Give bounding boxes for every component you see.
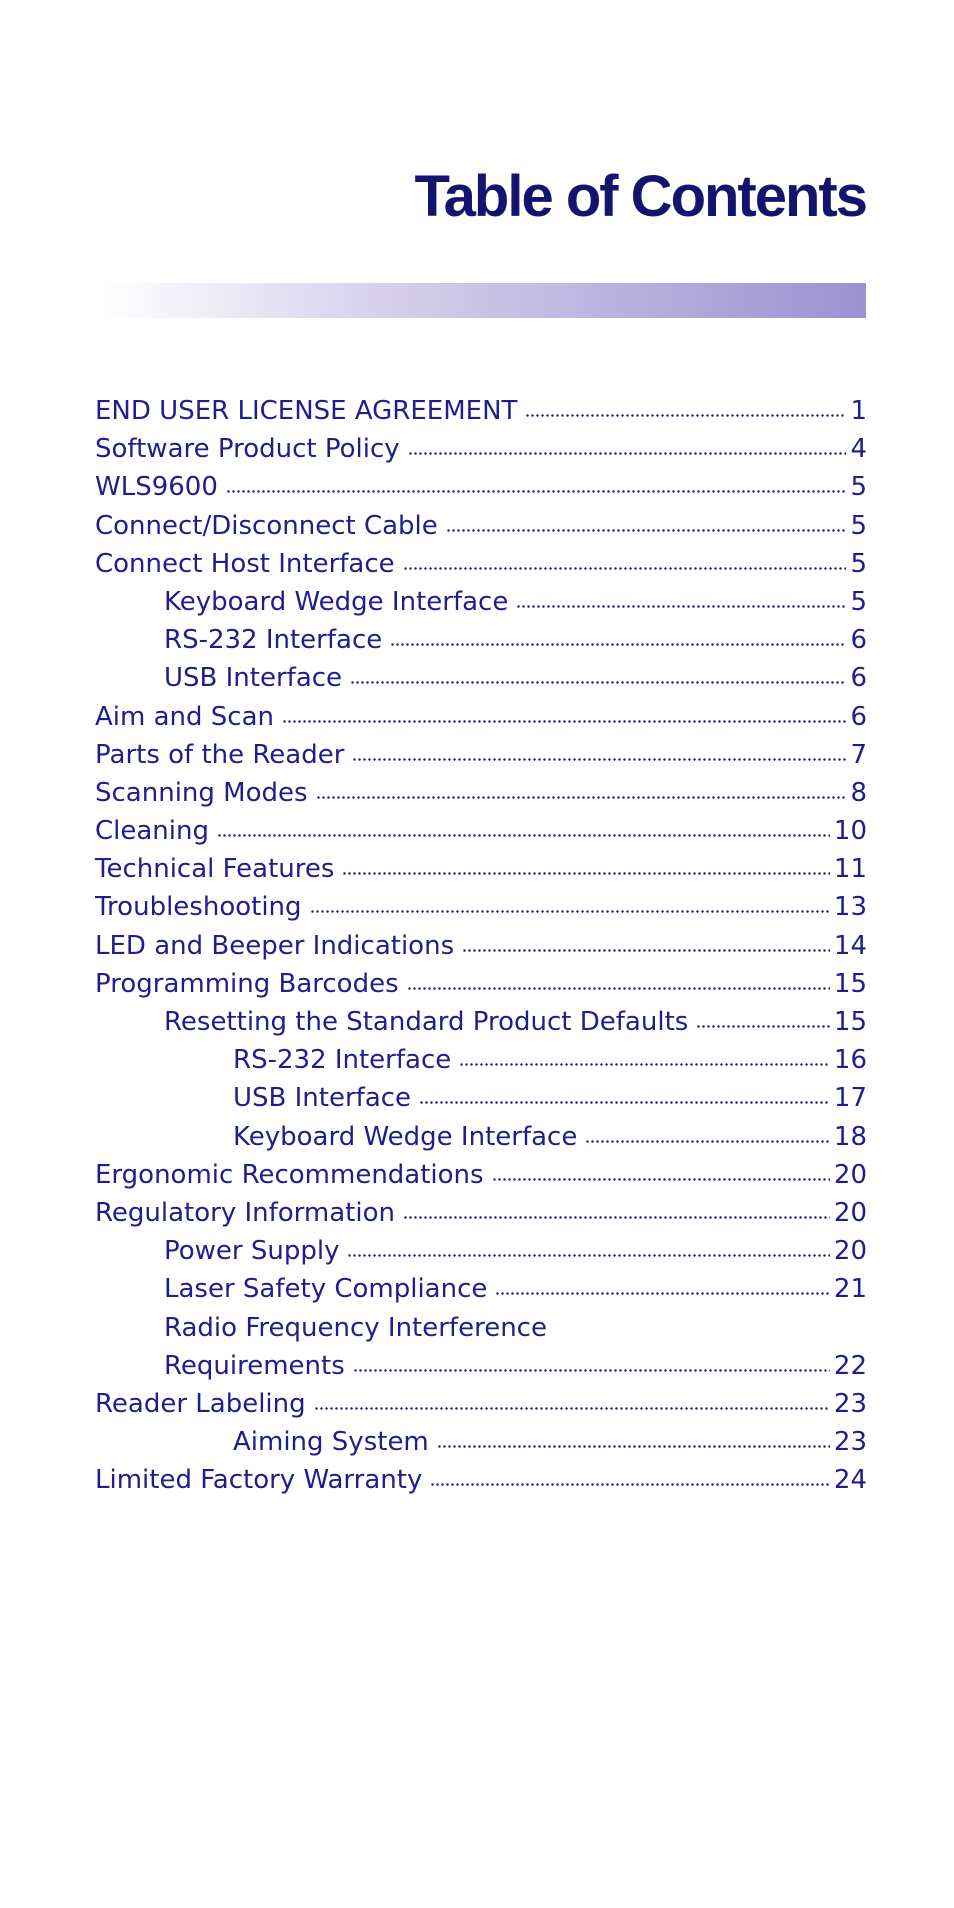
page-title: Table of Contents bbox=[414, 164, 866, 229]
toc-page-number: 24 bbox=[833, 1465, 867, 1496]
toc-page-number: 6 bbox=[850, 701, 867, 732]
toc-entry[interactable] bbox=[95, 695, 867, 733]
toc-leader-dots bbox=[516, 580, 846, 610]
toc-entry-label: WLS9600 bbox=[95, 472, 218, 503]
toc-page-number: 20 bbox=[833, 1236, 867, 1267]
toc-entry[interactable] bbox=[95, 1000, 867, 1038]
toc-page-number: 5 bbox=[850, 510, 867, 541]
toc-entry-label: Reader Labeling bbox=[95, 1388, 306, 1419]
toc-leader-dots bbox=[446, 504, 847, 534]
toc-page-number: 20 bbox=[833, 1159, 867, 1190]
toc-entry-label: Limited Factory Warranty bbox=[95, 1465, 423, 1496]
toc-entry-label: Troubleshooting bbox=[95, 892, 302, 923]
toc-entry[interactable] bbox=[95, 542, 867, 580]
toc-page-number: 22 bbox=[833, 1350, 867, 1381]
toc-leader-dots bbox=[350, 656, 846, 686]
toc-entry[interactable] bbox=[95, 427, 867, 465]
toc-entry[interactable] bbox=[95, 1267, 867, 1305]
toc-leader-dots bbox=[403, 1191, 830, 1221]
toc-entry-label: Technical Features bbox=[95, 854, 335, 885]
toc-entry-label: END USER LICENSE AGREEMENT bbox=[95, 396, 518, 426]
toc-entry[interactable] bbox=[95, 733, 867, 771]
toc-page-number: 14 bbox=[833, 930, 867, 961]
toc-entry[interactable] bbox=[95, 1420, 867, 1458]
toc-entry[interactable] bbox=[95, 1038, 867, 1076]
toc-entry[interactable] bbox=[95, 1153, 867, 1191]
toc-entry-label: Resetting the Standard Product Defaults bbox=[164, 1007, 689, 1037]
toc-entry-label: Keyboard Wedge Interface bbox=[164, 586, 509, 617]
toc-leader-dots bbox=[585, 1115, 830, 1145]
toc-entry[interactable] bbox=[95, 1382, 867, 1420]
toc-leader-dots bbox=[282, 695, 846, 725]
toc-entry-label: Aim and Scan bbox=[95, 701, 274, 732]
toc-entry-label: Cleaning bbox=[95, 816, 209, 847]
toc-entry[interactable] bbox=[95, 1344, 867, 1382]
toc-entry[interactable] bbox=[95, 847, 867, 885]
toc-page-number: 15 bbox=[833, 968, 867, 999]
toc-entry[interactable] bbox=[95, 885, 867, 923]
toc-entry[interactable] bbox=[95, 389, 867, 427]
toc-leader-dots bbox=[407, 962, 830, 992]
toc-entry[interactable] bbox=[95, 1306, 867, 1344]
toc-entry[interactable] bbox=[95, 580, 867, 618]
toc-entry-label: USB Interface bbox=[233, 1083, 412, 1114]
toc-entry[interactable] bbox=[95, 465, 867, 503]
toc-entry[interactable] bbox=[95, 656, 867, 694]
toc-leader-dots bbox=[217, 809, 830, 839]
toc-page-number: 7 bbox=[850, 739, 867, 770]
toc-page-number: 18 bbox=[833, 1121, 867, 1152]
toc-page-number: 5 bbox=[850, 472, 867, 503]
toc-leader-dots bbox=[390, 618, 846, 648]
toc-entry-label: Parts of the Reader bbox=[95, 739, 345, 770]
toc-entry[interactable] bbox=[95, 962, 867, 1000]
toc-entry-label: Connect Host Interface bbox=[95, 548, 395, 579]
toc-leader-dots bbox=[347, 1229, 829, 1259]
toc-page-number: 6 bbox=[850, 625, 867, 656]
toc-leader-dots bbox=[525, 389, 846, 419]
toc-page-number: 1 bbox=[850, 396, 867, 426]
toc-leader-dots bbox=[430, 1458, 830, 1488]
toc-entry-label: Radio Frequency Interference bbox=[164, 1312, 547, 1343]
toc-entry-label: USB Interface bbox=[164, 663, 343, 694]
toc-entry[interactable] bbox=[95, 504, 867, 542]
toc-entry-label: RS-232 Interface bbox=[164, 625, 383, 656]
toc-leader-dots bbox=[696, 1000, 830, 1030]
toc-leader-dots bbox=[342, 847, 829, 877]
table-of-contents bbox=[95, 389, 867, 1496]
toc-page-number: 15 bbox=[833, 1007, 867, 1037]
toc-entry-label: Ergonomic Recommendations bbox=[95, 1159, 484, 1190]
toc-entry[interactable] bbox=[95, 1229, 867, 1267]
toc-page-number: 5 bbox=[850, 548, 867, 579]
toc-page-number: 11 bbox=[833, 854, 867, 885]
toc-leader-dots bbox=[403, 542, 847, 572]
toc-entry-label: LED and Beeper Indications bbox=[95, 930, 455, 961]
toc-page-number: 17 bbox=[833, 1083, 867, 1114]
toc-entry-label: RS-232 Interface bbox=[233, 1045, 452, 1076]
toc-entry-label: Connect/Disconnect Cable bbox=[95, 510, 438, 541]
toc-page-number: 6 bbox=[850, 663, 867, 694]
toc-leader-dots bbox=[419, 1076, 830, 1106]
toc-leader-dots bbox=[408, 427, 847, 457]
toc-entry-label: Keyboard Wedge Interface bbox=[233, 1121, 578, 1152]
toc-page-number: 21 bbox=[833, 1274, 867, 1305]
toc-page-number: 16 bbox=[833, 1045, 867, 1076]
toc-page-number: 10 bbox=[833, 816, 867, 847]
toc-leader-dots bbox=[437, 1420, 830, 1450]
toc-page-number: 4 bbox=[850, 434, 867, 465]
toc-page-number: 20 bbox=[833, 1197, 867, 1228]
toc-leader-dots bbox=[352, 733, 846, 763]
toc-page-number: 8 bbox=[850, 777, 867, 808]
toc-entry-label: Power Supply bbox=[164, 1236, 340, 1267]
toc-entry[interactable] bbox=[95, 809, 867, 847]
toc-entry[interactable] bbox=[95, 1076, 867, 1114]
toc-entry-label: Laser Safety Compliance bbox=[164, 1274, 488, 1305]
toc-entry-label: Scanning Modes bbox=[95, 777, 308, 808]
toc-page-number: 23 bbox=[833, 1388, 867, 1419]
toc-entry-label: Requirements bbox=[164, 1350, 345, 1381]
toc-page-number: 23 bbox=[833, 1427, 867, 1458]
title-gradient-bar bbox=[100, 283, 866, 318]
toc-entry[interactable] bbox=[95, 618, 867, 656]
toc-entry[interactable] bbox=[95, 924, 867, 962]
toc-entry-label: Regulatory Information bbox=[95, 1197, 395, 1228]
toc-leader-dots bbox=[353, 1344, 830, 1374]
toc-entry-label: Software Product Policy bbox=[95, 434, 400, 465]
toc-leader-dots bbox=[462, 924, 830, 954]
toc-entry[interactable] bbox=[95, 771, 867, 809]
toc-entry[interactable] bbox=[95, 1115, 867, 1153]
toc-entry-label: Programming Barcodes bbox=[95, 968, 399, 999]
toc-entry[interactable] bbox=[95, 1191, 867, 1229]
toc-leader-dots bbox=[495, 1267, 830, 1297]
toc-leader-dots bbox=[226, 465, 847, 495]
toc-page-number: 13 bbox=[833, 892, 867, 923]
toc-entry-label: Aiming System bbox=[233, 1427, 429, 1458]
toc-leader-dots bbox=[314, 1382, 830, 1412]
toc-leader-dots bbox=[492, 1153, 830, 1183]
toc-leader-dots bbox=[316, 771, 847, 801]
toc-leader-dots bbox=[459, 1038, 830, 1068]
toc-leader-dots bbox=[555, 1306, 849, 1336]
toc-page-number: 5 bbox=[850, 586, 867, 617]
toc-leader-dots bbox=[310, 885, 830, 915]
toc-entry[interactable] bbox=[95, 1458, 867, 1496]
